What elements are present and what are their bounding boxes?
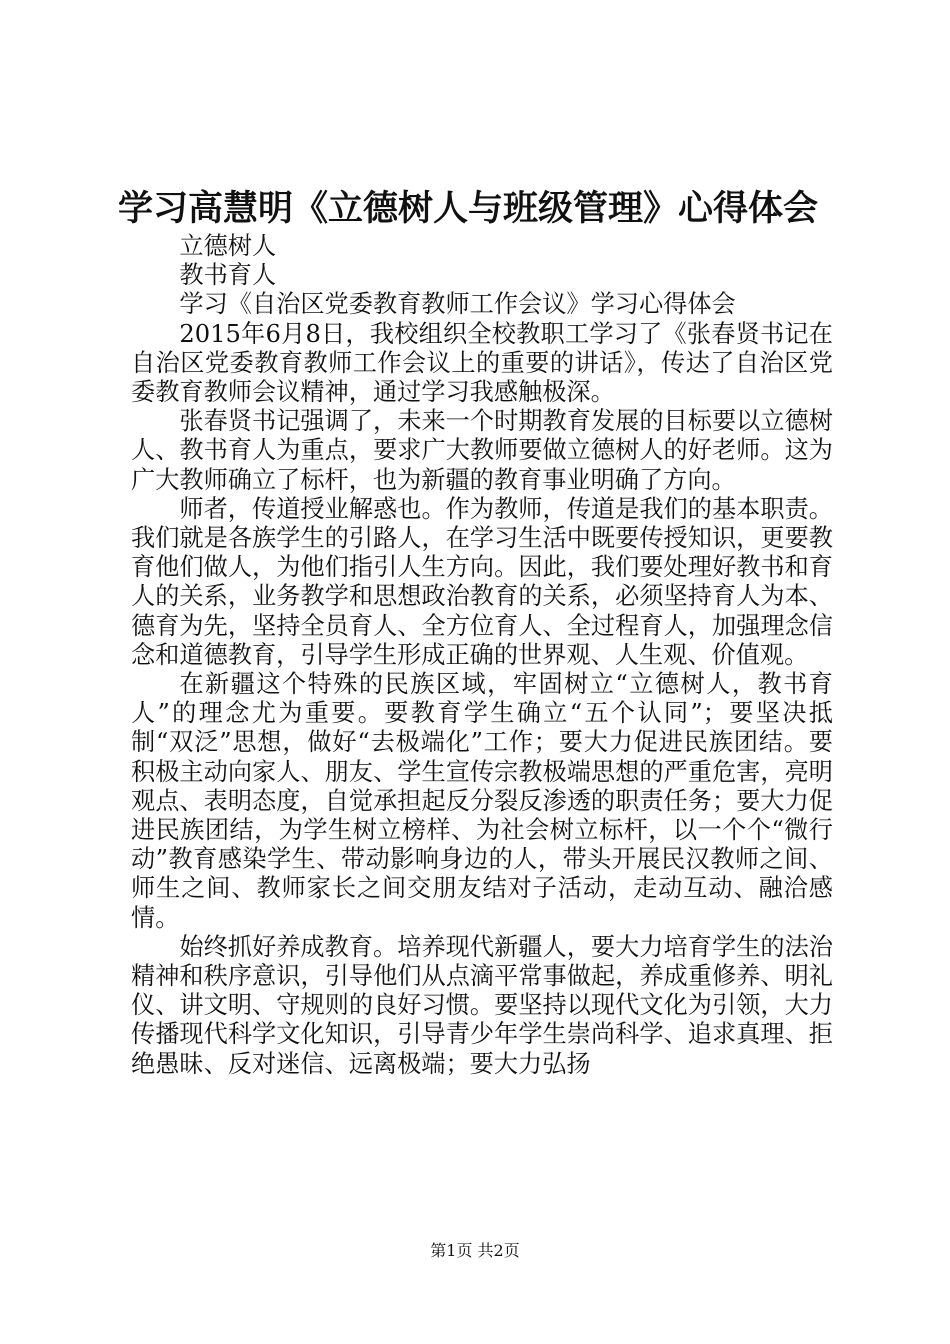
document-title: 学习高慧明《立德树人与班级管理》心得体会 — [118, 188, 819, 229]
paragraph: 在新疆这个特殊的民族区域，牢固树立“立德树人，教书育人”的理念尤为重要。要教育学生确立“五个认同”；要坚决抵制“双泛”思想，做好“去极端化”工作；要大力促进民族团结。要积极主动向家人、朋友、学生宣传宗教极端思想的严重危害，亮明观点、表明态度，自觉承担起反分裂反渗透的职责任务；要大力促进民族团结，为学生树立榜样、为社会树立标杆，以一个个“微行动”教育感染学生、带动影响身边的人，带头开展民汉教师之间、师生之间、教师家长之间交朋友结对子活动，走动互动、融洽感情。 — [131, 670, 833, 932]
paragraph: 师者，传道授业解惑也。作为教师，传道是我们的基本职责。我们就是各族学生的引路人，在学习生活中既要传授知识，更要教育他们做人，为他们指引人生方向。因此，我们要处理好教书和育人的关系，业务教学和思想政治教育的关系，必须坚持育人为本、德育为先，坚持全员育人、全方位育人、全过程育人，加强理念信念和道德教育，引导学生形成正确的世界观、人生观、价值观。 — [131, 494, 833, 669]
paragraph: 教书育人 — [179, 261, 277, 290]
page-footer: 第1页 共2页 — [430, 1241, 520, 1260]
paragraph: 立德树人 — [179, 232, 277, 260]
paragraph: 始终抓好养成教育。培养现代新疆人，要大力培育学生的法治精神和秩序意识，引导他们从点滴平常事做起，养成重修养、明礼仪、讲文明、守规则的良好习惯。要坚持以现代文化为引领，大力传播现代科学文化知识，引导青少年学生崇尚科学、追求真理、拒绝愚昧、反对迷信、远离极端；要大力弘扬 — [131, 932, 833, 1078]
paragraph: 张春贤书记强调了，未来一个时期教育发展的目标要以立德树人、教书育人为重点，要求广大教师要做立德树人的好老师。这为广大教师确立了标杆，也为新疆的教育事业明确了方向。 — [131, 407, 833, 494]
paragraph: 2015年6月8日，我校组织全校教职工学习了《张春贤书记在自治区党委教育教师工作会议上的重要的讲话》，传达了自治区党委教育教师会议精神，通过学习我感触极深。 — [131, 319, 833, 407]
document-body — [131, 232, 833, 1079]
paragraph: 学习《自治区党委教育教师工作会议》学习心得体会 — [179, 290, 736, 319]
